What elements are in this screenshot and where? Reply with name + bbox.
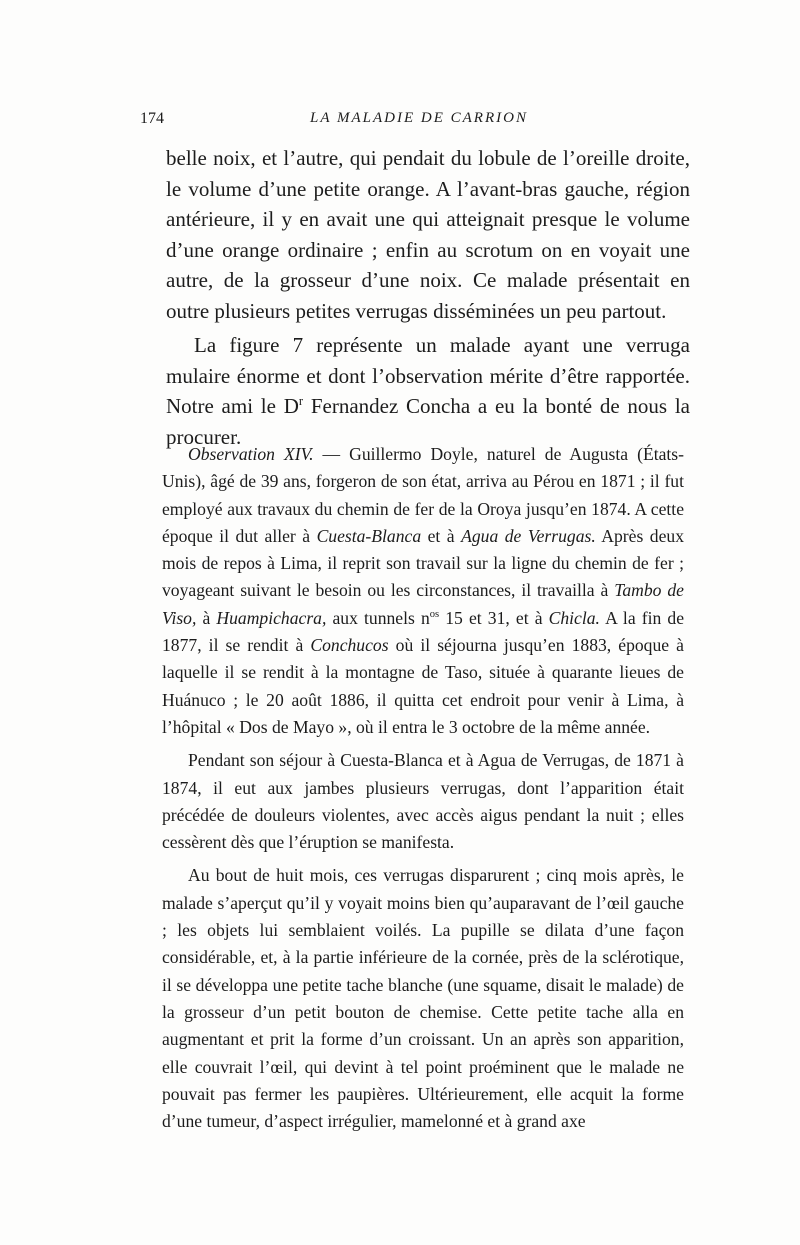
text-run: aux tunnels n <box>326 607 430 628</box>
paragraph-figure-7 <box>166 330 690 452</box>
place-name: Chicla. <box>548 607 600 628</box>
main-text-block <box>166 143 690 452</box>
superscript: r <box>298 394 304 408</box>
place-name: Tambo de Viso, <box>162 580 684 628</box>
text-run: Après deux mois de repos à Lima, il reprit son travail sur la ligne du chemin de fer ; voyageant suivant le besoin ou les circonstances, il travailla à <box>162 525 684 601</box>
text-run: où il séjourna jusqu’en 1883, époque à laquelle il se rendit à la montagne de Taso, située à quarante lieues de Huánuco ; le 20 août 1886, il quitta cet endroit pour venir à Lima, à l’hôpital « Dos de Mayo », où il entra le 3 octobre de la même année. <box>162 635 684 737</box>
observation-title: Observation XIV. <box>188 444 314 464</box>
observation-paragraph-3: Au bout de huit mois, ces verrugas disparurent ; cinq mois après, le malade s’aperçut qu’il y voyait moins bien qu’auparavant de l’œil gauche ; les objets lui semblaient voilés. La pupille se dilata d’une façon considérable, et, à la partie inférieure de la cornée, près de la sclérotique, il se développa une petite tache blanche (une squame, disait le malade) de la grosseur d’un petit bouton de chemise. Cette petite tache alla en augmentant et prit la forme d’un croissant. Un an après son apparition, elle couvrait l’œil, qui devint à tel point proéminent que le malade ne pouvait pas fermer les paupières. Ultérieurement, elle acquit la forme d’une tumeur, d’aspect irrégulier, mamelonné et à grand axe <box>162 865 684 1132</box>
text-run: à <box>196 607 217 628</box>
place-name: Agua de Verrugas. <box>461 525 596 546</box>
page-header <box>140 110 680 134</box>
observation-block <box>162 441 684 1135</box>
text-run: Fernandez Concha a eu la bonté de nous la procurer. <box>166 394 690 449</box>
place-name: Huampichacra, <box>216 607 327 628</box>
text-run: A la fin de 1877, il se rendit à <box>162 607 685 656</box>
paragraph-continued: belle noix, et l’autre, qui pendait du lobule de l’oreille droite, le volume d’une petite orange. A l’avant-bras gauche, région antérieure, il y en avait une qui atteignait presque le volume d’une orange ordinaire ; enfin au scrotum on en voyait une autre, de la grosseur d’une noix. Ce malade présentait en outre plusieurs petites verrugas disséminées un peu partout. <box>166 146 690 323</box>
text-run: La figure 7 représente un malade ayant une verruga mulaire énorme et dont l’observation mérite d’être rapportée. Notre ami le D <box>166 333 690 418</box>
text-run: et à <box>421 525 462 546</box>
observation-paragraph-1 <box>162 441 684 741</box>
running-title: LA MALADIE DE CARRION <box>310 110 528 126</box>
superscript: os <box>429 608 440 620</box>
text-run: — Guillermo Doyle, naturel de Augusta (États-Unis), âgé de 39 ans, forgeron de son état, arriva au Pérou en 1871 ; il fut employé aux travaux du chemin de fer de la Oroya jusqu’en 1874. A cette époque il dut aller à <box>162 444 684 546</box>
place-name: Conchucos <box>310 635 389 656</box>
text-run: 15 et 31, et à <box>439 607 549 628</box>
place-name: Cuesta-Blanca <box>316 525 422 546</box>
observation-paragraph-2: Pendant son séjour à Cuesta-Blanca et à Agua de Verrugas, de 1871 à 1874, il eut aux jambes plusieurs verrugas, dont l’apparition était précédée de douleurs violentes, avec accès aigus pendant la nuit ; elles cessèrent dès que l’éruption se manifesta. <box>162 750 684 853</box>
page-number: 174 <box>140 110 164 127</box>
